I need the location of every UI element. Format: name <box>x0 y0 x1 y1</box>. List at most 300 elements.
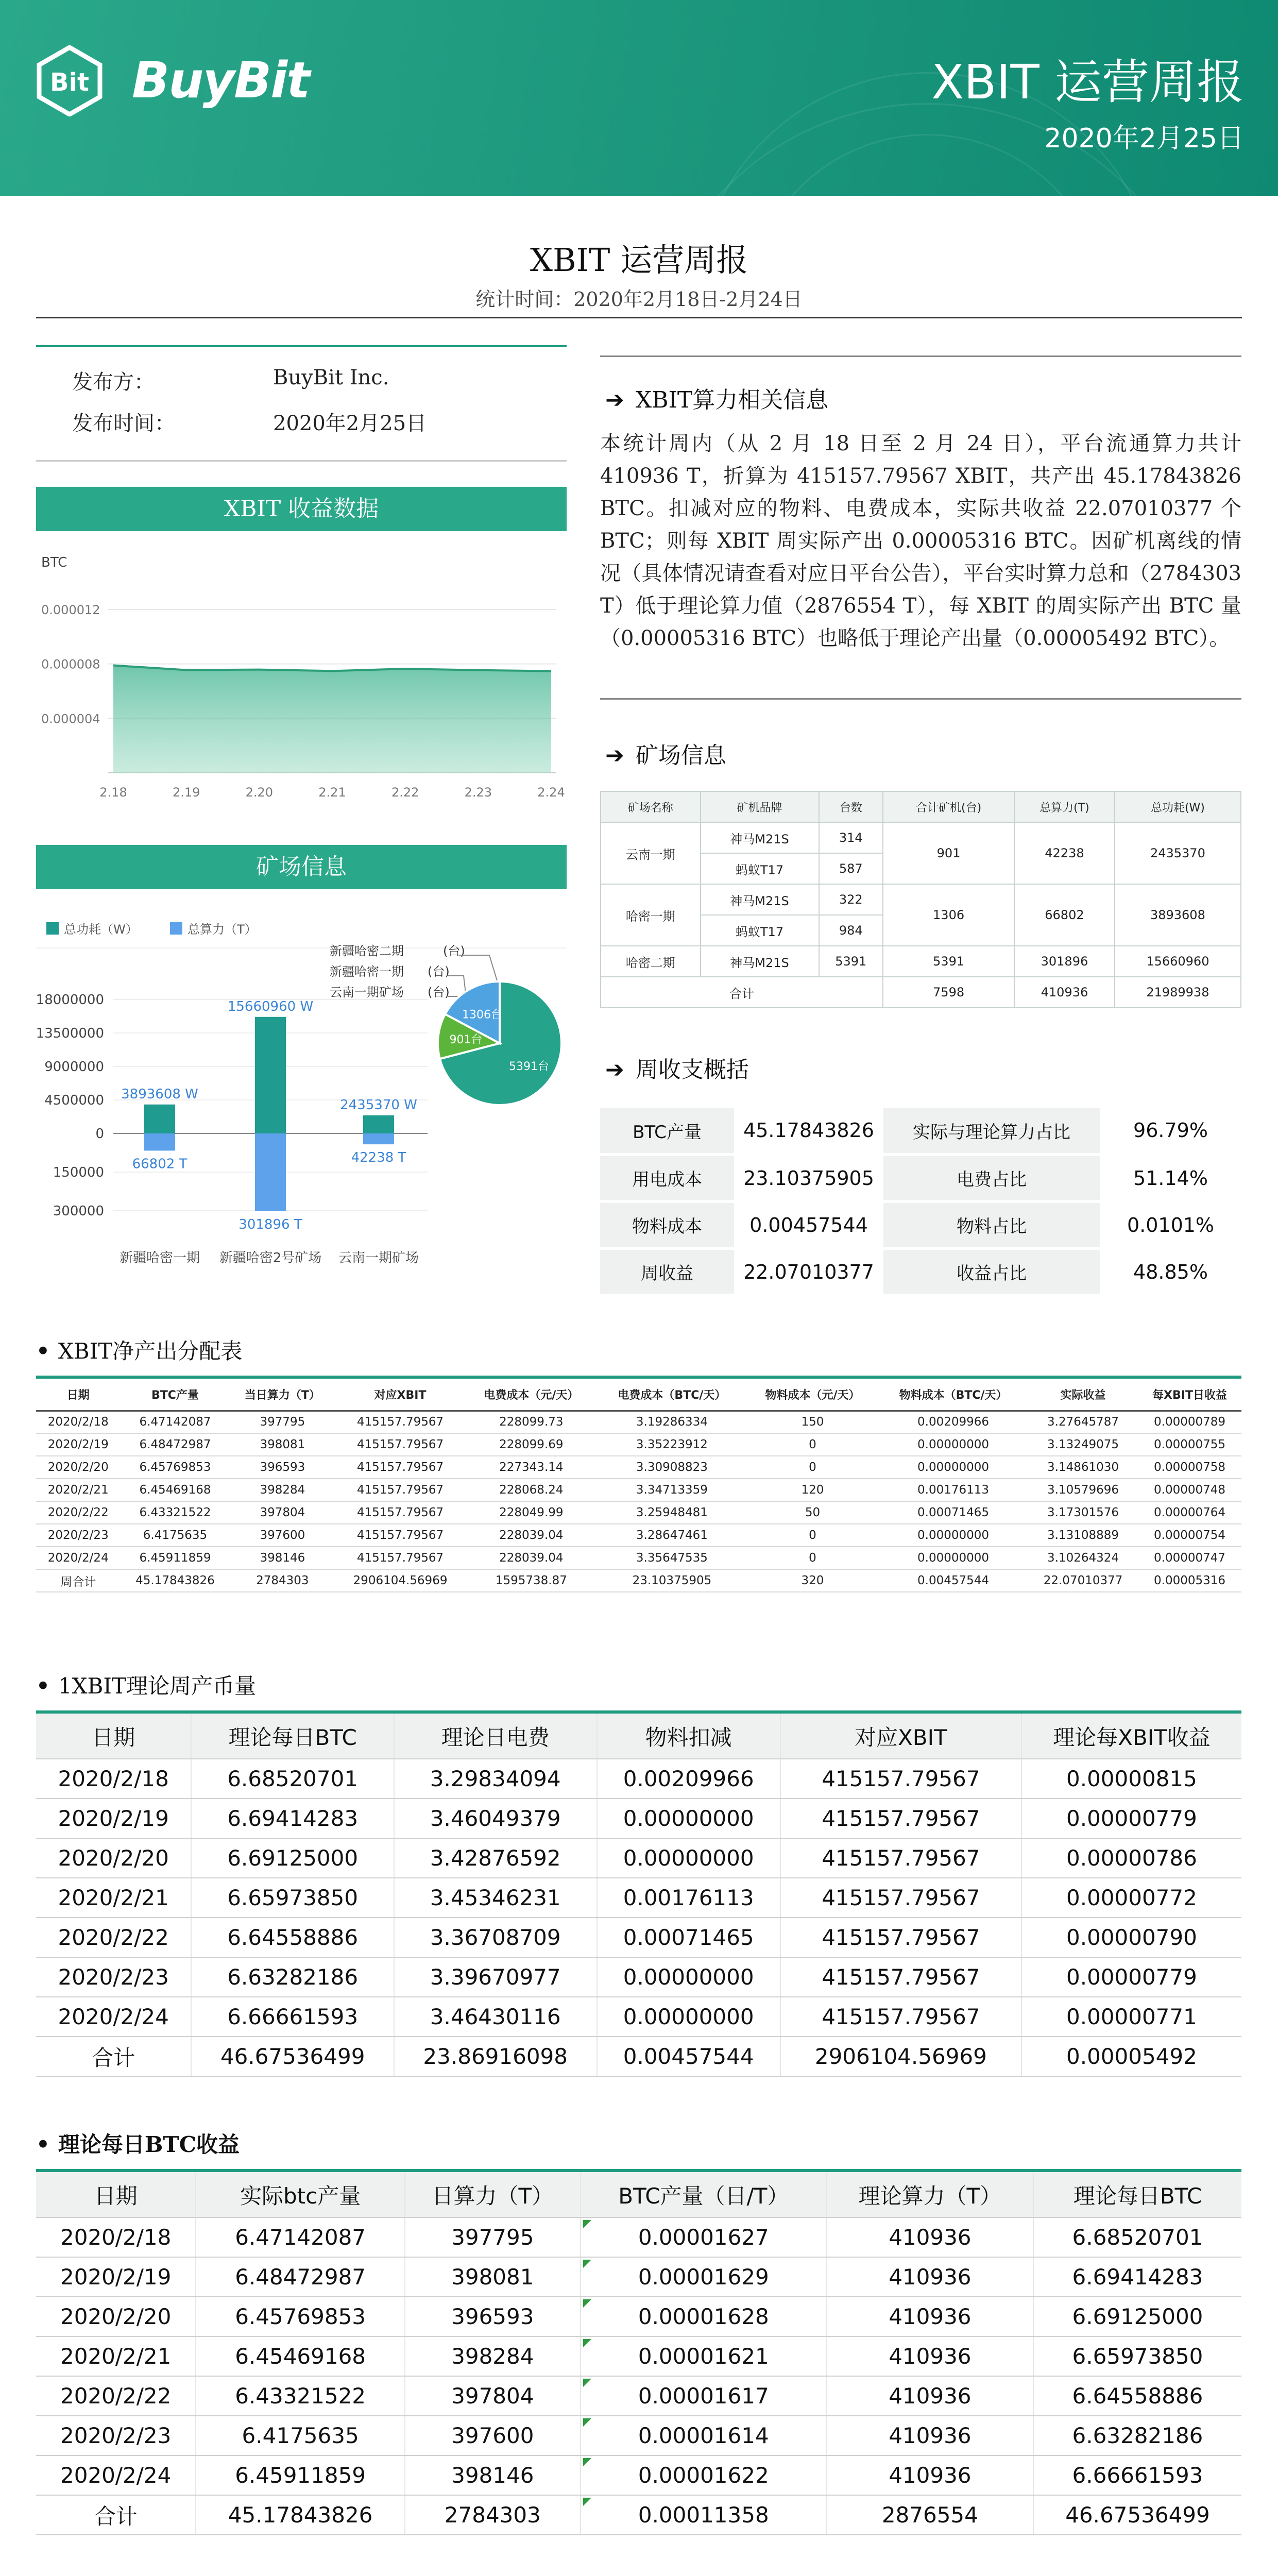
bar-hashrate <box>144 1133 175 1150</box>
table-cell: 合计 <box>36 2495 196 2535</box>
column-header: 电费成本（BTC/天） <box>597 1379 747 1411</box>
table-cell: 3.45346231 <box>394 1878 597 1918</box>
column-header: 对应XBIT <box>335 1379 466 1411</box>
column-header: 理论日电费 <box>394 1714 597 1759</box>
table-cell: 2020/2/24 <box>36 2455 196 2495</box>
table-cell: 0.00000815 <box>1021 1759 1241 1799</box>
bar-power <box>144 1105 175 1133</box>
table-cell: 7598 <box>883 977 1014 1008</box>
table-cell: 0 <box>747 1524 878 1547</box>
table-row <box>36 2037 1241 2076</box>
table-row <box>36 1799 1241 1838</box>
table-cell: 398146 <box>230 1547 335 1569</box>
x-tick-label: 2.21 <box>318 785 346 800</box>
table-row <box>36 1759 1241 1799</box>
table-cell: 2020/2/23 <box>36 1957 191 1997</box>
table-cell: 0.00001627 <box>581 2217 827 2257</box>
table-row <box>36 1569 1241 1592</box>
bar-power-label: 15660960 W <box>227 998 314 1014</box>
table-cell: 0.00000772 <box>1021 1878 1241 1918</box>
table-cell: 15660960 <box>1115 946 1241 977</box>
x-tick-label: 2.23 <box>464 785 492 800</box>
table-cell: 2020/2/23 <box>36 1524 120 1547</box>
bar-power <box>255 1017 286 1133</box>
table-cell: 397600 <box>405 2416 581 2455</box>
table-row <box>36 1524 1241 1547</box>
table-cell: 6.66661593 <box>191 1997 394 2037</box>
table-cell: 415157.79567 <box>335 1501 466 1524</box>
table-cell: 1306 <box>883 884 1014 946</box>
y-tick-label: 0.000012 <box>41 602 100 617</box>
summary-label: 收益占比 <box>883 1248 1100 1295</box>
table-cell: 66802 <box>1014 884 1115 946</box>
table-cell: 2435370 <box>1115 822 1241 884</box>
legend-swatch <box>46 922 59 935</box>
table-cell: 2020/2/20 <box>36 1456 120 1479</box>
formula-marker-icon <box>583 2220 591 2228</box>
table-cell: 神马M21S <box>701 884 819 915</box>
table-cell: 410936 <box>827 2257 1033 2297</box>
summary-value: 48.85% <box>1100 1248 1241 1295</box>
summary-value: 45.17843826 <box>734 1108 883 1155</box>
x-tick-label: 2.18 <box>99 785 127 800</box>
summary-label: 用电成本 <box>600 1155 734 1201</box>
table-cell: 23.86916098 <box>394 2037 597 2076</box>
table-cell: 3.46049379 <box>394 1799 597 1838</box>
theory-coin-heading: • 1XBIT理论周产币量 <box>36 1673 256 1699</box>
table-cell: 228099.69 <box>466 1433 597 1456</box>
table-row <box>36 1918 1241 1957</box>
table-cell: 2020/2/18 <box>36 1759 191 1799</box>
hashrate-paragraph: 本统计周内（从 2 月 18 日至 2 月 24 日），平台流通算力共计 410936 T，折算为 415157.79567 XBIT，共产出 45.17843826 BTC。扣减对应的物料、电费成本，实际共收益 22.07010377 个 BTC；则每 XBIT 周实际产出 0.00005316 BTC。因矿机离线的情况（具体情况请查看对应日平台公告），平台实时算力总和（2784303 T）低于理论算力值（2876554 T），每 XBIT 的周实际产出 BTC 量（0.00005316 BTC）也略低于理论产出量（0.00005492 BTC）。 <box>600 432 1241 650</box>
table-cell: 415157.79567 <box>335 1456 466 1479</box>
y-tick-label: 0.000004 <box>41 711 100 726</box>
table-cell: 23.10375905 <box>597 1569 747 1592</box>
table-cell: 410936 <box>827 2336 1033 2376</box>
pie-legend-suffix: (台) <box>443 944 465 958</box>
table-cell: 6.66661593 <box>1033 2455 1241 2495</box>
table-cell: 396593 <box>230 1456 335 1479</box>
column-header: 总功耗(W) <box>1115 791 1241 822</box>
table-cell: 0.00001622 <box>581 2455 827 2495</box>
table-cell: 3.19286334 <box>597 1411 747 1433</box>
column-header: 理论每日BTC <box>1033 2172 1241 2217</box>
buybit-logo-icon <box>34 45 105 116</box>
table-cell: 6.4175635 <box>196 2416 404 2455</box>
table-row <box>36 1479 1241 1501</box>
table-cell: 6.68520701 <box>191 1759 394 1799</box>
arrow-right-icon: ➔ <box>605 742 624 769</box>
table-row <box>36 1997 1241 2037</box>
publish-time-value: 2020年2月25日 <box>273 412 427 435</box>
table-cell: 5391 <box>819 946 883 977</box>
bar-hashrate <box>255 1133 286 1211</box>
table-row <box>36 1501 1241 1524</box>
table-cell: 6.63282186 <box>191 1957 394 1997</box>
table-cell: 2020/2/22 <box>36 1918 191 1957</box>
table-cell: 3.35647535 <box>597 1547 747 1569</box>
pie-legend-suffix: (台) <box>428 964 450 979</box>
mine-info-table <box>600 791 1241 1008</box>
table-row <box>36 1878 1241 1918</box>
mine-chart-section-title: 矿场信息 <box>36 845 567 889</box>
theory-coin-table <box>36 1714 1241 2077</box>
table-cell: 2020/2/20 <box>36 2297 196 2336</box>
table-row <box>600 1201 1241 1248</box>
table-cell: 6.45469168 <box>196 2336 404 2376</box>
table-cell: 0.00457544 <box>878 1569 1028 1592</box>
table-row <box>36 1547 1241 1569</box>
publish-time-label: 发布时间： <box>72 412 175 435</box>
table-cell: 50 <box>747 1501 878 1524</box>
table-cell: 6.65973850 <box>191 1878 394 1918</box>
table-cell: 397795 <box>230 1411 335 1433</box>
mine-name-cell: 哈密一期 <box>601 884 701 946</box>
table-cell: 415157.79567 <box>335 1547 466 1569</box>
table-cell: 397804 <box>405 2376 581 2416</box>
summary-label: 物料占比 <box>883 1201 1100 1248</box>
x-tick-label: 新疆哈密一期 <box>119 1250 200 1266</box>
formula-marker-icon <box>583 2299 591 2308</box>
table-cell: 0.00001628 <box>581 2297 827 2336</box>
table-cell: 3.17301576 <box>1028 1501 1138 1524</box>
x-tick-label: 2.20 <box>245 785 274 800</box>
column-header: 理论算力（T） <box>827 2172 1033 2217</box>
table-cell: 0.00000790 <box>1021 1918 1241 1957</box>
table-cell: 398081 <box>230 1433 335 1456</box>
publish-time-row <box>72 407 427 436</box>
column-header: BTC产量（日/T） <box>581 2172 827 2217</box>
table-cell: 6.68520701 <box>1033 2217 1241 2257</box>
formula-marker-icon <box>583 2379 591 2387</box>
table-cell: 3.42876592 <box>394 1838 597 1878</box>
bullet-icon: • <box>36 1673 50 1699</box>
bar-hashrate-label: 42238 T <box>351 1150 406 1166</box>
table-cell: 合计 <box>36 2037 191 2076</box>
table-cell: 0.00209966 <box>597 1759 780 1799</box>
table-cell: 120 <box>747 1479 878 1501</box>
table-cell: 0.00005316 <box>1138 1569 1241 1592</box>
table-cell: 0.00000747 <box>1138 1547 1241 1569</box>
table-cell: 415157.79567 <box>780 1957 1021 1997</box>
table-header-row <box>36 2172 1241 2217</box>
table-row <box>601 884 1241 915</box>
title-divider <box>36 317 1242 318</box>
table-cell: 410936 <box>827 2416 1033 2455</box>
table-row <box>36 2297 1241 2336</box>
legend-label: 总功耗（W） <box>64 922 138 937</box>
table-cell: 3.34713359 <box>597 1479 747 1501</box>
summary-table <box>600 1108 1241 1297</box>
table-cell: 0.00000764 <box>1138 1501 1241 1524</box>
table-cell: 0.00071465 <box>597 1918 780 1957</box>
summary-value: 23.10375905 <box>734 1155 883 1201</box>
table-cell: 410936 <box>827 2297 1033 2336</box>
table-cell: 228068.24 <box>466 1479 597 1501</box>
table-cell: 1595738.87 <box>466 1569 597 1592</box>
table-cell: 0.00000000 <box>597 1997 780 2037</box>
table-row <box>36 2376 1241 2416</box>
table-cell: 228099.73 <box>466 1411 597 1433</box>
y-tick-label: 13500000 <box>36 1026 104 1041</box>
table-cell: 46.67536499 <box>1033 2495 1241 2535</box>
table-cell: 45.17843826 <box>120 1569 230 1592</box>
table-cell: 3.30908823 <box>597 1456 747 1479</box>
table-cell: 228049.99 <box>466 1501 597 1524</box>
table-cell: 2906104.56969 <box>335 1569 466 1592</box>
table-cell: 396593 <box>405 2297 581 2336</box>
summary-label: 实际与理论算力占比 <box>883 1108 1100 1155</box>
table-cell: 0.00000754 <box>1138 1524 1241 1547</box>
table-row <box>36 2217 1241 2257</box>
table-cell: 6.45911859 <box>120 1547 230 1569</box>
table-cell: 3893608 <box>1115 884 1241 946</box>
section-divider <box>600 355 1241 357</box>
table-cell: 0 <box>747 1456 878 1479</box>
table-cell: 0.00001629 <box>581 2257 827 2297</box>
table-row <box>36 1433 1241 1456</box>
table-cell: 2020/2/19 <box>36 1433 120 1456</box>
y-tick-label: 9000000 <box>44 1059 104 1075</box>
column-header: 每XBIT日收益 <box>1138 1379 1241 1411</box>
area-fill <box>113 665 551 773</box>
pie-legend-label: 云南一期矿场 <box>330 985 404 999</box>
table-cell: 410936 <box>1014 977 1115 1008</box>
bar-hashrate-label: 66802 T <box>132 1156 188 1172</box>
publisher-row <box>72 366 389 395</box>
column-header: 物料成本（BTC/天） <box>878 1379 1028 1411</box>
column-header: 实际btc产量 <box>196 2172 404 2217</box>
table-cell: 415157.79567 <box>780 1799 1021 1838</box>
mine-name-cell: 云南一期 <box>601 822 701 884</box>
column-header: 总算力(T) <box>1014 791 1115 822</box>
table-cell: 6.64558886 <box>1033 2376 1241 2416</box>
table-cell: 2020/2/18 <box>36 1411 120 1433</box>
table-cell: 397600 <box>230 1524 335 1547</box>
table-cell: 2020/2/21 <box>36 1878 191 1918</box>
table-cell: 901 <box>883 822 1014 884</box>
table-cell: 蚂蚁T17 <box>701 915 819 946</box>
arrow-right-icon: ➔ <box>605 1057 624 1083</box>
formula-marker-icon <box>583 2498 591 2506</box>
table-cell: 3.10579696 <box>1028 1479 1138 1501</box>
summary-value: 96.79% <box>1100 1108 1241 1155</box>
table-cell: 415157.79567 <box>780 1997 1021 2037</box>
table-cell: 0.00001617 <box>581 2376 827 2416</box>
summary-value: 0.0101% <box>1100 1201 1241 1248</box>
table-cell: 397804 <box>230 1501 335 1524</box>
x-tick-label: 2.24 <box>537 785 565 800</box>
pie-legend-suffix: (台) <box>428 985 450 999</box>
table-cell: 2020/2/18 <box>36 2217 196 2257</box>
legend-swatch <box>170 922 182 935</box>
table-cell: 314 <box>819 822 883 853</box>
table-total-row <box>601 977 1241 1008</box>
x-tick-label: 新疆哈密2号矿场 <box>219 1250 322 1266</box>
table-cell: 6.4175635 <box>120 1524 230 1547</box>
table-cell: 0.00457544 <box>597 2037 780 2076</box>
formula-marker-icon <box>583 2458 591 2466</box>
theory-btc-heading: • 理论每日BTC收益 <box>36 2132 240 2157</box>
table-cell: 415157.79567 <box>335 1411 466 1433</box>
table-cell: 蚂蚁T17 <box>701 853 819 884</box>
report-date: 2020年2月25日 <box>1044 123 1244 154</box>
table-cell: 6.69125000 <box>1033 2297 1241 2336</box>
pie-slice-label: 901台 <box>449 1033 483 1047</box>
table-cell: 6.45769853 <box>196 2297 404 2336</box>
table-cell: 0.00000000 <box>597 1799 780 1838</box>
area-line <box>113 665 551 671</box>
table-cell: 2020/2/20 <box>36 1838 191 1878</box>
table-cell: 415157.79567 <box>335 1524 466 1547</box>
table-cell: 5391 <box>883 946 1014 977</box>
pie-legend-label: 新疆哈密二期 <box>330 944 404 958</box>
table-row <box>36 1838 1241 1878</box>
table-cell: 6.45469168 <box>120 1479 230 1501</box>
table-row <box>36 2416 1241 2455</box>
table-cell: 397795 <box>405 2217 581 2257</box>
table-cell: 415157.79567 <box>335 1479 466 1501</box>
chart-ylabel: BTC <box>41 555 67 570</box>
table-cell: 2906104.56969 <box>780 2037 1021 2076</box>
table-row <box>601 822 1241 853</box>
arrow-right-icon: ➔ <box>605 387 624 413</box>
y-tick-label: 0 <box>95 1126 104 1142</box>
logo-glyph: Bit <box>50 68 89 97</box>
table-cell: 0.00176113 <box>597 1878 780 1918</box>
table-cell: 3.35223912 <box>597 1433 747 1456</box>
table-cell: 2020/2/22 <box>36 1501 120 1524</box>
table-cell: 2020/2/21 <box>36 2336 196 2376</box>
column-header: 矿场名称 <box>601 791 701 822</box>
table-cell: 398284 <box>405 2336 581 2376</box>
table-cell: 6.43321522 <box>196 2376 404 2416</box>
table-cell: 3.27645787 <box>1028 1411 1138 1433</box>
table-cell: 6.65973850 <box>1033 2336 1241 2376</box>
table-cell: 6.48472987 <box>196 2257 404 2297</box>
table-header-row <box>601 791 1241 822</box>
table-cell: 0.00000000 <box>878 1547 1028 1569</box>
summary-label: 电费占比 <box>883 1155 1100 1201</box>
summary-label: 周收益 <box>600 1248 734 1295</box>
pie-slice-label: 5391台 <box>508 1060 549 1074</box>
table-cell: 984 <box>819 915 883 946</box>
table-cell: 周合计 <box>36 1569 120 1592</box>
summary-heading: ➔ 周收支概括 <box>605 1057 749 1083</box>
table-cell: 2784303 <box>230 1569 335 1592</box>
bar-hashrate-label: 301896 T <box>238 1216 302 1232</box>
table-cell: 0 <box>747 1547 878 1569</box>
table-cell: 398284 <box>230 1479 335 1501</box>
table-cell: 410936 <box>827 2376 1033 2416</box>
table-row <box>600 1248 1241 1295</box>
table-cell: 410936 <box>827 2217 1033 2257</box>
page-subtitle: 统计时间：2020年2月18日-2月24日 <box>475 288 803 311</box>
table-cell: 0.00000779 <box>1021 1799 1241 1838</box>
table-cell: 46.67536499 <box>191 2037 394 2076</box>
table-cell: 0 <box>747 1433 878 1456</box>
table-cell: 415157.79567 <box>780 1878 1021 1918</box>
table-cell: 合计 <box>601 977 883 1008</box>
table-cell: 301896 <box>1014 946 1115 977</box>
table-cell: 0.00005492 <box>1021 2037 1241 2076</box>
table-cell: 322 <box>819 884 883 915</box>
table-cell: 21989938 <box>1115 977 1241 1008</box>
table-cell: 神马M21S <box>701 822 819 853</box>
table-cell: 0.00001614 <box>581 2416 827 2455</box>
brand-name: BuyBit <box>132 52 310 109</box>
table-row <box>36 2336 1241 2376</box>
table-cell: 320 <box>747 1569 878 1592</box>
table-cell: 6.48472987 <box>120 1433 230 1456</box>
x-tick-label: 2.19 <box>172 785 200 800</box>
table-cell: 3.25948481 <box>597 1501 747 1524</box>
column-header: 合计矿机(台) <box>883 791 1014 822</box>
report-title: XBIT 运营周报 <box>931 55 1244 110</box>
column-header: 对应XBIT <box>780 1714 1021 1759</box>
table-row <box>36 1456 1241 1479</box>
table-cell: 227343.14 <box>466 1456 597 1479</box>
bar-power-label: 2435370 W <box>340 1097 417 1113</box>
table-cell: 0.00000771 <box>1021 1997 1241 2037</box>
column-header: 理论每日BTC <box>191 1714 394 1759</box>
table-cell: 0.00011358 <box>581 2495 827 2535</box>
table-cell: 0.00071465 <box>878 1501 1028 1524</box>
column-header: 物料扣减 <box>597 1714 780 1759</box>
theory-btc-table <box>36 2172 1241 2535</box>
column-header: 电费成本（元/天） <box>466 1379 597 1411</box>
table-cell: 415157.79567 <box>780 1759 1021 1799</box>
table-cell: 2784303 <box>405 2495 581 2535</box>
table-cell: 0.00000755 <box>1138 1433 1241 1456</box>
table-cell: 3.46430116 <box>394 1997 597 2037</box>
table-cell: 6.63282186 <box>1033 2416 1241 2455</box>
publisher-value: BuyBit Inc. <box>273 366 389 389</box>
table-cell: 2020/2/19 <box>36 2257 196 2297</box>
pie-legend-label: 新疆哈密一期 <box>330 964 404 979</box>
x-tick-label: 2.22 <box>391 785 419 800</box>
table-cell: 2020/2/24 <box>36 1997 191 2037</box>
column-header: 台数 <box>819 791 883 822</box>
distribution-table <box>36 1379 1241 1592</box>
table-cell: 3.10264324 <box>1028 1547 1138 1569</box>
table-cell: 2020/2/21 <box>36 1479 120 1501</box>
bar-power <box>363 1115 394 1133</box>
bullet-icon: • <box>36 1338 50 1364</box>
table-cell: 6.69414283 <box>1033 2257 1241 2297</box>
table-cell: 3.39670977 <box>394 1957 597 1997</box>
column-header: 当日算力（T） <box>230 1379 335 1411</box>
mine-info-heading: ➔ 矿场信息 <box>605 742 726 769</box>
table-cell: 0.00176113 <box>878 1479 1028 1501</box>
table-cell: 3.14861030 <box>1028 1456 1138 1479</box>
table-row <box>36 2495 1241 2535</box>
y-tick-label: 4500000 <box>44 1093 104 1108</box>
legend-label: 总算力（T） <box>188 922 257 937</box>
table-cell: 3.36708709 <box>394 1918 597 1957</box>
table-cell: 42238 <box>1014 822 1115 884</box>
bullet-icon: • <box>36 2132 50 2157</box>
table-cell: 6.69414283 <box>191 1799 394 1838</box>
table-cell: 45.17843826 <box>196 2495 404 2535</box>
table-row <box>600 1108 1241 1155</box>
hashrate-section-heading: ➔ XBIT算力相关信息 <box>605 387 829 413</box>
table-cell: 0.00000000 <box>878 1456 1028 1479</box>
y-tick-label: 18000000 <box>36 992 104 1008</box>
page-header <box>0 0 1278 196</box>
table-cell: 0.00000748 <box>1138 1479 1241 1501</box>
distribution-heading: • XBIT净产出分配表 <box>36 1338 243 1364</box>
